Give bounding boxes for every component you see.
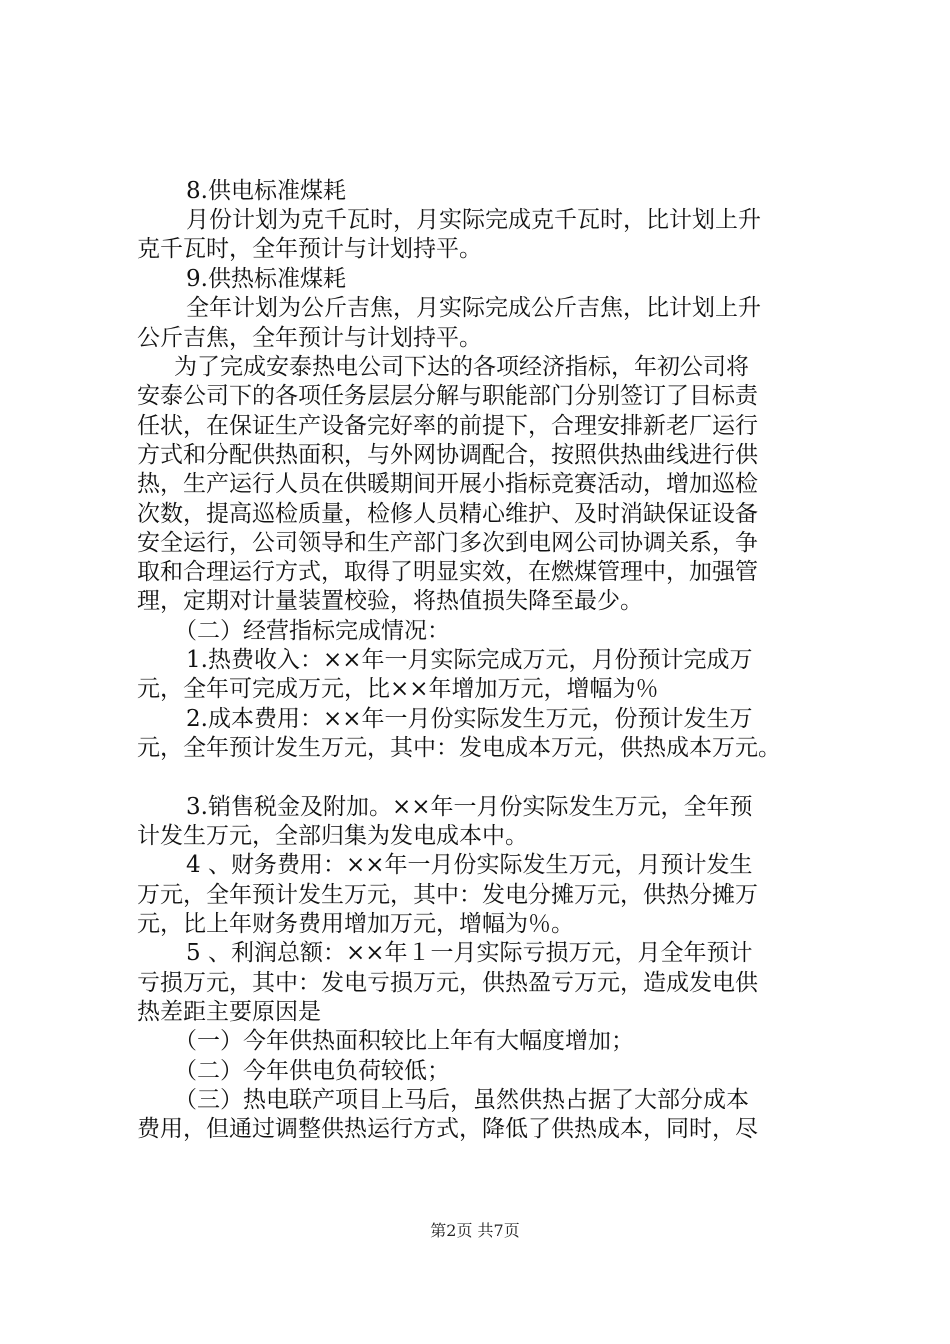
- paragraph-line: 安全运行，公司领导和生产部门多次到电网公司协调关系，争: [137, 530, 758, 556]
- page-footer: 第2页 共7页: [430, 1221, 520, 1240]
- paragraph-line: 理，定期对计量装置校验，将热值损失降至最少。: [137, 588, 643, 614]
- paragraph-line: 元，比上年财务费用增加万元，增幅为％。: [137, 911, 574, 937]
- list-item: （三）热电联产项目上马后，虽然供热占据了大部分成本: [174, 1087, 749, 1113]
- paragraph-line: 热差距主要原因是: [137, 999, 321, 1025]
- paragraph-line: 元，全年可完成万元，比××年增加万元，增幅为％: [137, 676, 659, 702]
- paragraph-line: 4 、财务费用：××年一月份实际发生万元，月预计发生: [186, 852, 753, 878]
- paragraph-line: 热，生产运行人员在供暖期间开展小指标竞赛活动，增加巡检: [137, 471, 758, 497]
- paragraph-line: 2.成本费用：××年一月份实际发生万元，份预计发生万: [186, 706, 753, 732]
- paragraph-line: 次数，提高巡检质量，检修人员精心维护、及时消缺保证设备: [137, 501, 758, 527]
- paragraph-line: 计发生万元，全部归集为发电成本中。: [137, 823, 528, 849]
- paragraph-line: 安泰公司下的各项任务层层分解与职能部门分别签订了目标责: [137, 383, 758, 409]
- paragraph-line: 亏损万元，其中：发电亏损万元，供热盈亏万元，造成发电供: [137, 970, 758, 996]
- list-item: （二）今年供电负荷较低；: [174, 1058, 450, 1084]
- section-heading: （二）经营指标完成情况：: [174, 618, 450, 644]
- paragraph-line: 克千瓦时，全年预计与计划持平。: [137, 236, 482, 262]
- paragraph-line: 3.销售税金及附加。××年一月份实际发生万元，全年预: [186, 794, 753, 820]
- paragraph-line: 万元，全年预计发生万元，其中：发电分摊万元，供热分摊万: [137, 882, 758, 908]
- paragraph-line: 方式和分配供热面积，与外网协调配合，按照供热曲线进行供: [137, 442, 758, 468]
- paragraph-line: 任状，在保证生产设备完好率的前提下，合理安排新老厂运行: [137, 413, 758, 439]
- heading-9: 9.供热标准煤耗: [186, 266, 346, 292]
- paragraph-line: 为了完成安泰热电公司下达的各项经济指标，年初公司将: [174, 354, 749, 380]
- paragraph-line: 费用，但通过调整供热运行方式，降低了供热成本，同时，尽: [137, 1116, 758, 1142]
- list-item: （一）今年供热面积较比上年有大幅度增加；: [174, 1028, 634, 1054]
- paragraph-line: 5 、利润总额：××年１一月实际亏损万元，月全年预计: [186, 940, 753, 966]
- paragraph-line: 元，全年预计发生万元，其中：发电成本万元，供热成本万元。: [137, 735, 781, 761]
- paragraph-line: 取和合理运行方式，取得了明显实效，在燃煤管理中，加强管: [137, 559, 758, 585]
- heading-8: 8.供电标准煤耗: [186, 178, 346, 204]
- paragraph-line: 月份计划为克千瓦时，月实际完成克千瓦时，比计划上升: [186, 207, 761, 233]
- paragraph-line: 公斤吉焦，全年预计与计划持平。: [137, 325, 482, 351]
- paragraph-line: 全年计划为公斤吉焦，月实际完成公斤吉焦，比计划上升: [186, 295, 761, 321]
- paragraph-line: 1.热费收入：××年一月实际完成万元，月份预计完成万: [186, 647, 753, 673]
